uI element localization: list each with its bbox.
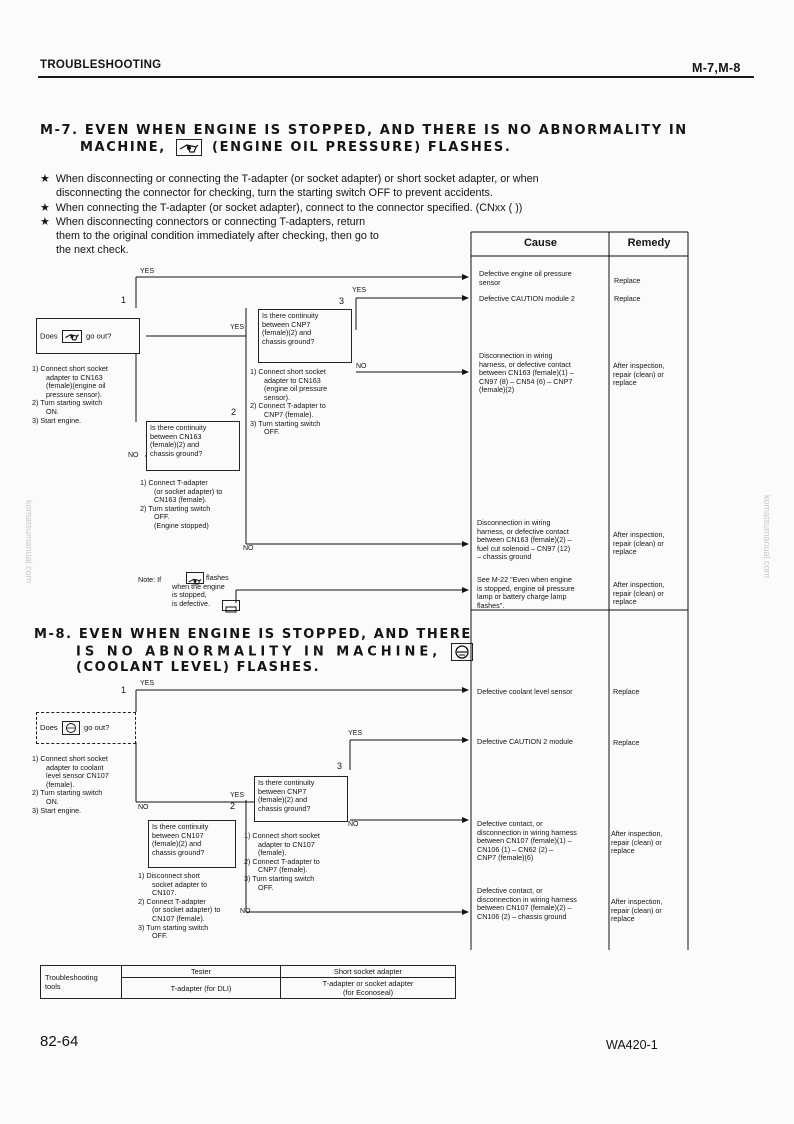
page-number: 82-64 xyxy=(40,1033,79,1050)
note-3: ★ When disconnecting connectors or connecting T-adapters, return xyxy=(40,215,366,228)
remedy-header: Remedy xyxy=(627,237,671,249)
m7-yes-3: YES xyxy=(352,287,367,294)
m7-step-num-1: 1 xyxy=(121,295,127,305)
m7-remedy-4: After inspection, repair (clean) or replace xyxy=(613,530,665,557)
star-icon: ★ xyxy=(40,173,50,185)
m7-question-2: Is there continuity between CN163 (female)(2) and chassis ground? xyxy=(146,421,240,471)
m7-question-1: Does go out? xyxy=(36,318,140,354)
m8-title-line3: (COOLANT LEVEL) FLASHES. xyxy=(76,660,321,675)
m7-title-line1: M-7. EVEN WHEN ENGINE IS STOPPED, AND THERE IS NO ABNORMALITY IN xyxy=(40,123,688,138)
m7-cause-2: Defective CAUTION module 2 xyxy=(479,294,575,303)
m7-q1-steps: 1) Connect short socket adapter to CN163 (female)(engine oil pressure sensor). 2) Turn starting switch ON. 3) Start engine. xyxy=(32,364,108,425)
m7-step-num-2: 2 xyxy=(231,407,237,417)
star-icon: ★ xyxy=(40,215,50,228)
m8-cause-3: Defective contact, or disconnection in wiring harness between CN107 (female)(1) – CN106 (1) – CN62 (2) – CNP7 (female)(6) xyxy=(477,819,577,863)
cause-header: Cause xyxy=(523,237,558,249)
m8-remedy-3: After inspection, repair (clean) or replace xyxy=(611,829,663,856)
m8-cause-4: Defective contact, or disconnection in wiring harness between CN107 (female)(2) – CN106 (2) – chassis ground xyxy=(477,886,577,921)
m8-remedy-2: Replace xyxy=(613,738,640,747)
m7-cause-1: Defective engine oil pressure sensor xyxy=(479,269,572,287)
m7-remedy-5: After inspection, repair (clean) or replace xyxy=(613,580,665,607)
m7-note-label: Note: If xyxy=(138,575,162,584)
m8-title-line1: M-8. EVEN WHEN ENGINE IS STOPPED, AND THERE xyxy=(34,627,472,642)
tools-label: Troubleshooting tools xyxy=(41,966,122,999)
note-1b: disconnecting the connector for checking, turn the starting switch OFF to prevent accidents. xyxy=(56,187,493,200)
m8-yes-2: YES xyxy=(230,792,245,799)
troubleshooting-tools-table xyxy=(40,965,456,999)
tools-t-adapter-econo: T-adapter or socket adapter (for Econoseal) xyxy=(281,978,456,999)
star-icon: ★ xyxy=(40,201,50,214)
m7-remedy-2: Replace xyxy=(614,294,641,303)
watermark-left: komatsumanual.com xyxy=(24,500,34,584)
m8-no-2: NO xyxy=(240,908,251,915)
m8-q2-steps: 1) Disconnect short socket adapter to CN107. 2) Connect T-adapter (or socket adapter) to CN107 (female). 3) Turn starting switch OFF. xyxy=(138,871,221,941)
m8-q1-steps: 1) Connect short socket adapter to coolant level sensor CN107 (female). 2) Turn starting switch ON. 3) Start engine. xyxy=(32,754,109,815)
m7-remedy-1: Replace xyxy=(614,276,641,285)
m7-no-2: NO xyxy=(243,545,254,552)
section-header: TROUBLESHOOTING xyxy=(40,59,162,71)
m8-yes-3: YES xyxy=(348,730,363,737)
tools-t-adapter-dli: T-adapter (for DLI) xyxy=(122,978,281,999)
m7-title-flashes: (ENGINE OIL PRESSURE) FLASHES. xyxy=(212,140,512,155)
m7-title-machine: MACHINE, xyxy=(80,140,166,155)
m7-q2-steps: 1) Connect T-adapter (or socket adapter) to CN163 (female). 2) Turn starting switch OFF. (Engine stopped) xyxy=(140,478,223,530)
oil-pressure-icon xyxy=(62,330,82,343)
watermark-right: komatsumanual.com xyxy=(762,495,772,579)
m7-q3-steps: 1) Connect short socket adapter to CN163 (engine oil pressure sensor). 2) Connect T-adapter to CNP7 (female). 3) Turn starting switch OFF. xyxy=(250,367,328,437)
note-1: ★ When disconnecting or connecting the T-adapter (or socket adapter) or short socket adapter, or when xyxy=(40,173,539,185)
m7-step-num-3: 3 xyxy=(339,296,345,306)
note-3c: the next check. xyxy=(56,244,129,257)
m8-yes-1: YES xyxy=(140,680,155,687)
m8-step-num-2: 2 xyxy=(230,801,236,811)
m8-no-3: NO xyxy=(348,821,359,828)
page-code: M-7,M-8 xyxy=(692,61,741,75)
m7-cause-5: See M-22 "Even when engine is stopped, engine oil pressure lamp or battery charge lamp flashes". xyxy=(477,575,575,610)
m7-no-3: NO xyxy=(356,363,367,370)
warning-lamp-icon xyxy=(222,600,240,611)
note-3b: them to the original condition immediately after checking, then go to xyxy=(56,230,379,243)
m7-yes-2: YES xyxy=(230,324,245,331)
m7-note-text: flashes when the engine is stopped, is defective. xyxy=(172,573,229,608)
m8-remedy-4: After inspection, repair (clean) or replace xyxy=(611,897,663,924)
m8-question-1: Does go out? xyxy=(36,712,136,744)
m8-step-num-3: 3 xyxy=(337,761,343,771)
coolant-level-icon xyxy=(451,643,473,661)
m8-question-3: Is there continuity between CNP7 (female)(2) and chassis ground? xyxy=(254,776,348,822)
m7-cause-4: Disconnection in wiring harness, or defective contact between CN163 (female)(2) – fuel cut solenoid – CN97 (12) – chassis ground xyxy=(477,518,572,562)
m8-cause-1: Defective coolant level sensor xyxy=(477,687,573,696)
coolant-level-icon xyxy=(62,721,80,735)
model-code: WA420-1 xyxy=(606,1038,658,1052)
m7-cause-3: Disconnection in wiring harness, or defective contact between CN163 (female)(1) – CN97 (8) – CN54 (6) – CNP7 (female)(2) xyxy=(479,351,574,395)
m8-no-1: NO xyxy=(138,804,149,811)
note-2: ★ When connecting the T-adapter (or socket adapter), connect to the connector specified. (CNxx ( )) xyxy=(40,201,523,214)
m8-question-2: Is there continuity between CN107 (female)(2) and chassis ground? xyxy=(148,820,236,868)
tools-short-socket: Short socket adapter xyxy=(281,966,456,978)
m7-remedy-3: After inspection, repair (clean) or replace xyxy=(613,361,665,388)
m8-title-line2: IS NO ABNORMALITY IN MACHINE, xyxy=(76,643,473,661)
m8-step-num-1: 1 xyxy=(121,685,127,695)
m8-remedy-1: Replace xyxy=(613,687,640,696)
m8-cause-2: Defective CAUTION 2 module xyxy=(477,737,573,746)
m7-question-3: Is there continuity between CNP7 (female)(2) and chassis ground? xyxy=(258,309,352,363)
tools-tester: Tester xyxy=(122,966,281,978)
m8-q3-steps: 1) Connect short socket adapter to CN107 (female). 2) Connect T-adapter to CNP7 (female). 3) Turn starting switch OFF. xyxy=(244,831,320,892)
m7-no-1: NO xyxy=(128,452,139,459)
m7-yes-1: YES xyxy=(140,268,155,275)
